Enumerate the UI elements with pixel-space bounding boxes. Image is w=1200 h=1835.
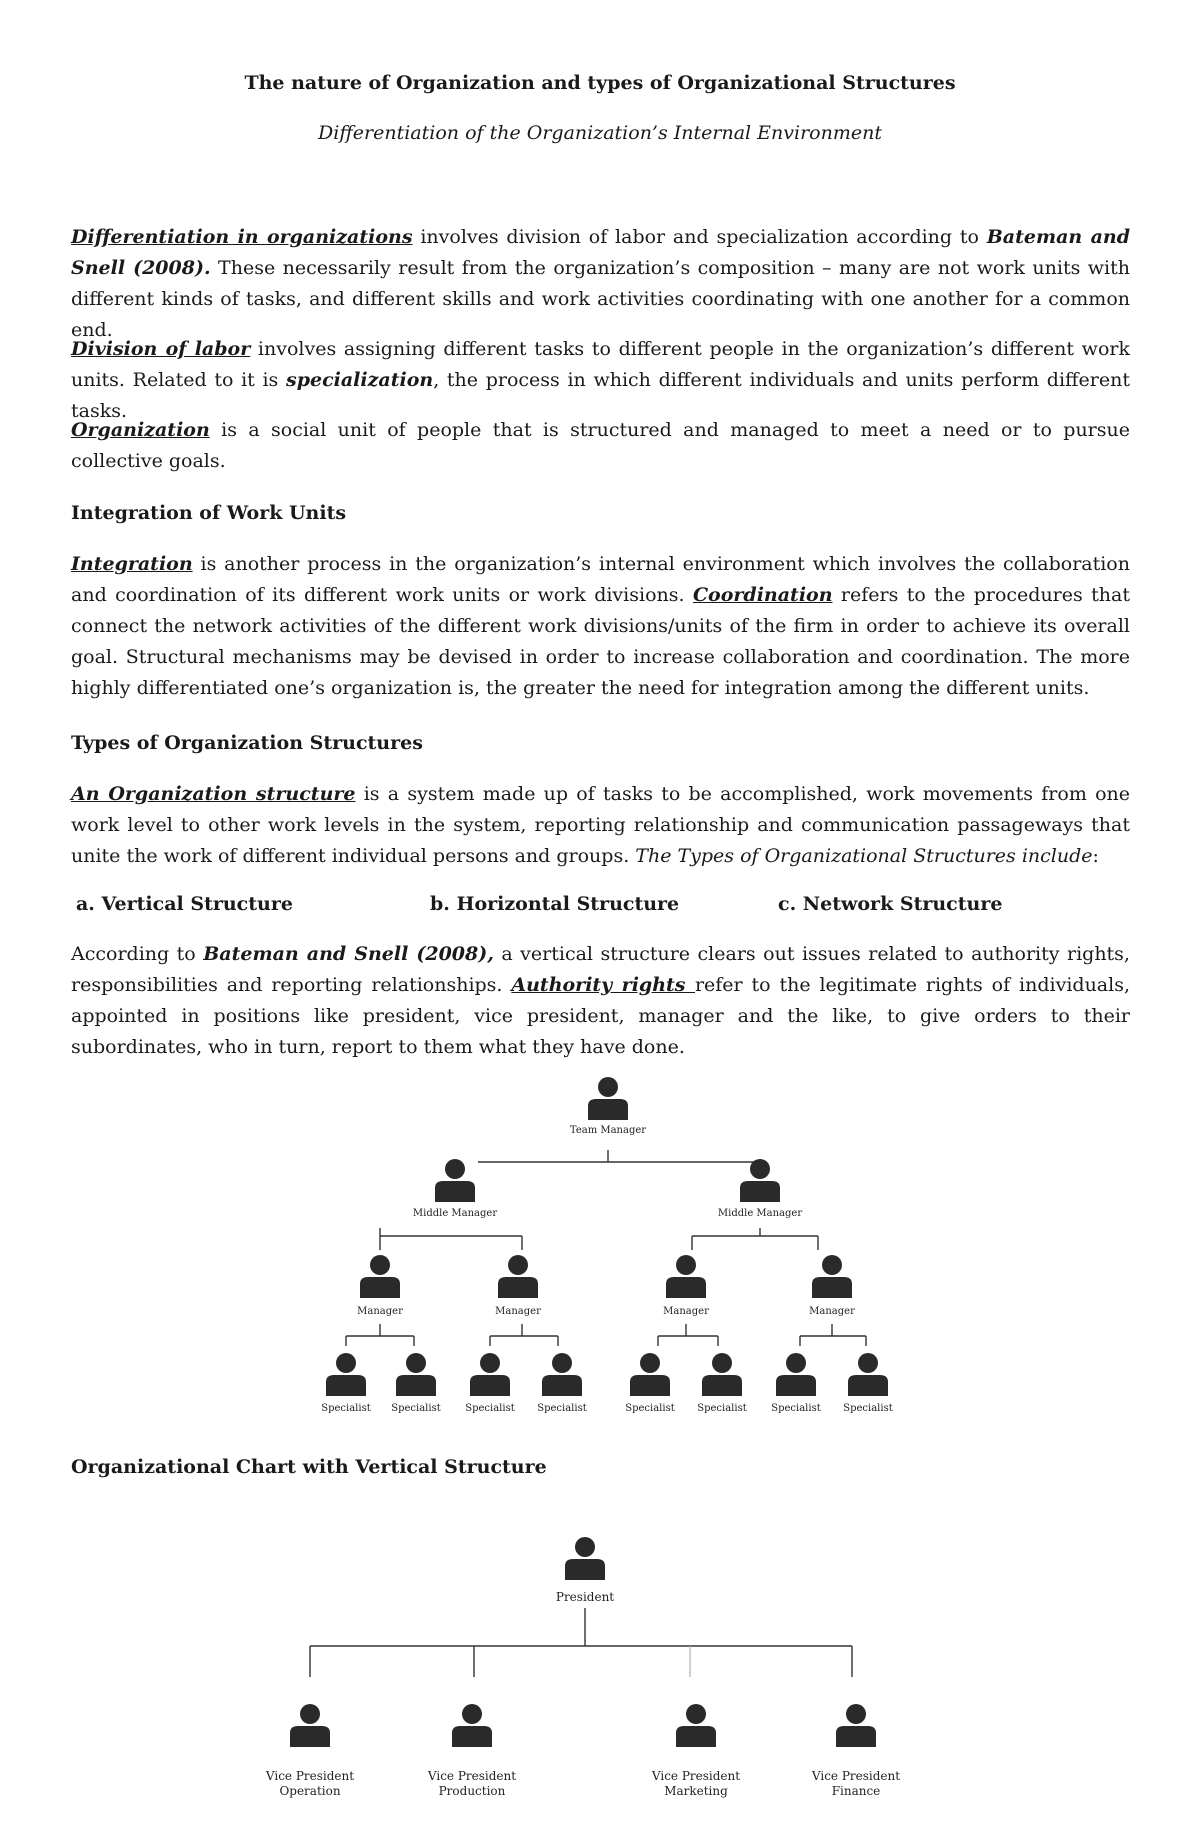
- term-integration: Integration: [71, 553, 193, 575]
- person-icon: [740, 1159, 780, 1202]
- paragraph-integration: [71, 549, 1130, 704]
- chart1-specialist-label: Specialist: [843, 1403, 893, 1414]
- chart1-specialist-label: Specialist: [321, 1403, 371, 1414]
- person-icon: [588, 1077, 628, 1120]
- paragraph-organization: [71, 415, 1130, 477]
- document-title: The nature of Organization and types of Organizational Structures: [244, 72, 956, 94]
- term-authority-rights: Authority rights: [511, 974, 695, 996]
- term-specialization: specialization: [286, 369, 434, 391]
- term-division-of-labor: Division of labor: [71, 338, 251, 360]
- document-subtitle: Differentiation of the Organization’s Internal Environment: [318, 122, 882, 144]
- chart1-specialist-label: Specialist: [465, 1403, 515, 1414]
- person-icon: [702, 1353, 742, 1396]
- chart1-middle-label: Middle Manager: [717, 1208, 803, 1219]
- paragraph-text: is a system made up of tasks to be accomplished, work movements from one work level to other work levels in the system, reporting relationship and communication passageways that unite the work of different individual persons and groups.: [71, 783, 1130, 867]
- paragraph-text: refers to the procedures that connect the network activities of the different work divisions/units of the firm in order to achieve its overall goal. Structural mechanisms may be devised in order to increase collaboration and coordination. The more highly differentiated one’s organization is, the greater the need for integration among the different units.: [71, 584, 1130, 699]
- person-icon: [812, 1255, 852, 1298]
- person-icon: [676, 1704, 716, 1747]
- paragraph-text: is a social unit of people that is structured and managed to meet a need or to pursue collective goals.: [71, 419, 1130, 472]
- chart1-connectors: [346, 1150, 866, 1346]
- chart-caption-vertical: Organizational Chart with Vertical Structure: [71, 1456, 547, 1478]
- vp-department-label: Operation: [279, 1784, 341, 1798]
- type-vertical: a. Vertical Structure: [76, 893, 293, 915]
- chart1-specialist-label: Specialist: [625, 1403, 675, 1414]
- chart1-specialist-label: Specialist: [697, 1403, 747, 1414]
- chart1-specialist-label: Specialist: [537, 1403, 587, 1414]
- vp-title-label: Vice President: [651, 1769, 741, 1783]
- paragraph-text: According to: [71, 943, 204, 965]
- paragraph-text: :: [1092, 845, 1099, 867]
- vp-title-label: Vice President: [427, 1769, 517, 1783]
- paragraph-org-structure: [71, 779, 1130, 872]
- person-icon: [498, 1255, 538, 1298]
- person-icon: [776, 1353, 816, 1396]
- person-icon: [435, 1159, 475, 1202]
- paragraph-text: involves division of labor and specialization according to: [412, 226, 987, 248]
- person-icon: [360, 1255, 400, 1298]
- person-icon: [326, 1353, 366, 1396]
- chart2-top-label: President: [555, 1590, 615, 1604]
- chart1-manager-label: Manager: [809, 1306, 855, 1317]
- chart1-manager-label: Manager: [357, 1306, 403, 1317]
- term-org-structure: An Organization structure: [71, 783, 356, 805]
- paragraph-text: These necessarily result from the organization’s composition – many are not work units with different kinds of tasks, and different skills and work activities coordinating with one another for a common end.: [71, 257, 1130, 341]
- person-icon: [542, 1353, 582, 1396]
- term-differentiation: Differentiation in organizations: [71, 226, 413, 248]
- heading-integration: Integration of Work Units: [71, 502, 347, 524]
- type-horizontal: b. Horizontal Structure: [430, 893, 680, 915]
- person-icon: [452, 1704, 492, 1747]
- paragraph-authority: [71, 939, 1130, 1063]
- vp-department-label: Finance: [831, 1784, 881, 1798]
- chart1-specialist-label: Specialist: [771, 1403, 821, 1414]
- chart1-manager-label: Manager: [663, 1306, 709, 1317]
- person-icon: [666, 1255, 706, 1298]
- vp-title-label: Vice President: [265, 1769, 355, 1783]
- person-icon: [848, 1353, 888, 1396]
- person-icon: [630, 1353, 670, 1396]
- chart1-middle-label: Middle Manager: [412, 1208, 498, 1219]
- chart1-specialist-label: Specialist: [391, 1403, 441, 1414]
- term-coordination: Coordination: [692, 584, 833, 606]
- paragraph-text: refer to the legitimate rights of individuals, appointed in positions like president, vice president, manager and the like, to give orders to their subordinates, who in turn, report to them what they have done.: [71, 974, 1130, 1058]
- paragraph-division-of-labor: [71, 334, 1130, 427]
- person-icon: [396, 1353, 436, 1396]
- reference-bateman-snell: Bateman and Snell (2008).: [71, 226, 1130, 279]
- reference-bateman-snell-2: Bateman and Snell (2008),: [203, 943, 494, 965]
- paragraph-text: , the process in which different individuals and units perform different tasks.: [71, 369, 1130, 422]
- heading-types: Types of Organization Structures: [71, 732, 423, 754]
- person-icon: [470, 1353, 510, 1396]
- paragraph-text: is another process in the organization’s internal environment which involves the collaboration and coordination of its different work units or work divisions.: [71, 553, 1130, 606]
- vp-department-label: Production: [438, 1784, 506, 1798]
- paragraph-differentiation: [71, 222, 1130, 346]
- org-chart-president: [0, 1520, 1200, 1835]
- types-intro: The Types of Organizational Structures include: [635, 845, 1093, 867]
- vp-title-label: Vice President: [811, 1769, 901, 1783]
- term-organization: Organization: [71, 419, 210, 441]
- paragraph-text: involves assigning different tasks to different people in the organization’s different work units. Related to it is: [71, 338, 1130, 391]
- type-network: c. Network Structure: [778, 893, 1003, 915]
- person-icon: [565, 1537, 605, 1580]
- chart2-connectors: [310, 1608, 852, 1677]
- person-icon: [290, 1704, 330, 1747]
- vp-department-label: Marketing: [664, 1784, 728, 1798]
- chart1-manager-label: Manager: [495, 1306, 541, 1317]
- chart1-top-label: Team Manager: [569, 1125, 647, 1136]
- org-chart-vertical: [0, 1060, 1200, 1440]
- paragraph-text: a vertical structure clears out issues related to authority rights, responsibilities and reporting relationships.: [71, 943, 1130, 996]
- person-icon: [836, 1704, 876, 1747]
